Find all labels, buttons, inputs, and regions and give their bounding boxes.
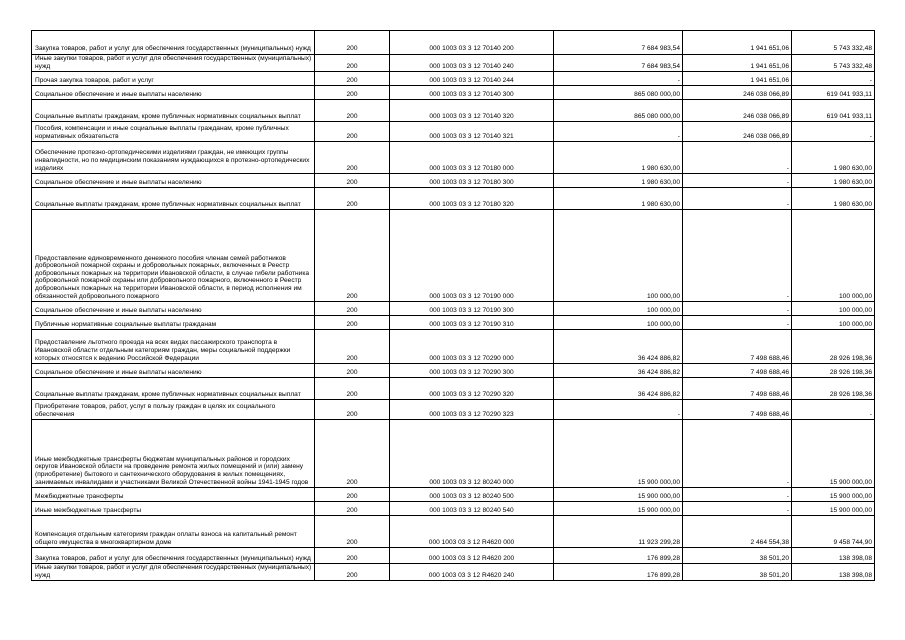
row-budget-classification-code: 000 1003 03 3 12 70290 000 <box>390 330 554 364</box>
row-unexecuted-amount: 5 743 332,48 <box>792 55 875 72</box>
row-name: Публичные нормативные социальные выплаты гражданам <box>32 316 315 330</box>
row-approved-amount: 176 899,28 <box>554 548 683 564</box>
row-name: Социальное обеспечение и иные выплаты населению <box>32 302 315 316</box>
row-budget-classification-code: 000 1003 03 3 12 80240 000 <box>390 420 554 488</box>
row-unexecuted-amount: 619 041 933,11 <box>792 86 875 100</box>
row-approved-amount: 15 900 000,00 <box>554 502 683 516</box>
row-unexecuted-amount: 9 458 744,90 <box>792 516 875 548</box>
table-row <box>32 378 875 400</box>
row-executed-amount: 7 498 688,46 <box>683 330 792 364</box>
table-row <box>32 142 875 174</box>
row-budget-classification-code: 000 1003 03 3 12 70190 000 <box>390 210 554 302</box>
row-unexecuted-amount: 15 900 000,00 <box>792 502 875 516</box>
row-budget-classification-code: 000 1003 03 3 12 R4620 240 <box>390 564 554 581</box>
budget-table-body <box>32 31 875 581</box>
row-code: 200 <box>315 174 390 188</box>
row-executed-amount: 1 941 651,06 <box>683 31 792 55</box>
row-unexecuted-amount: 15 900 000,00 <box>792 420 875 488</box>
row-unexecuted-amount: 619 041 933,11 <box>792 100 875 122</box>
row-approved-amount: 100 000,00 <box>554 302 683 316</box>
row-budget-classification-code: 000 1003 03 3 12 70140 300 <box>390 86 554 100</box>
row-name: Межбюджетные трансферты <box>32 488 315 502</box>
row-name: Иные межбюджетные трансферты бюджетам муниципальных районов и городских округов Ивановской области на проведение ремонта жилых помещений и (или) замену (приобретение) бытового и сантехнического оборудования в жилых помещениях, занимаемых инвалидами и участниками Великой Отечественной войны 1941-1945 годов <box>32 420 315 488</box>
row-approved-amount: 36 424 886,82 <box>554 364 683 378</box>
row-name: Пособия, компенсации и иные социальные выплаты гражданам, кроме публичных нормативных обязательств <box>32 122 315 142</box>
row-code: 200 <box>315 316 390 330</box>
row-executed-amount: - <box>683 142 792 174</box>
row-executed-amount: 246 038 066,89 <box>683 122 792 142</box>
row-code: 200 <box>315 378 390 400</box>
row-executed-amount: 38 501,20 <box>683 548 792 564</box>
row-unexecuted-amount: - <box>792 122 875 142</box>
row-code: 200 <box>315 55 390 72</box>
row-budget-classification-code: 000 1003 03 3 12 70190 310 <box>390 316 554 330</box>
row-budget-classification-code: 000 1003 03 3 12 70180 300 <box>390 174 554 188</box>
table-row <box>32 72 875 86</box>
row-executed-amount: - <box>683 302 792 316</box>
table-row <box>32 188 875 210</box>
row-name: Социальное обеспечение и иные выплаты населению <box>32 364 315 378</box>
row-unexecuted-amount: 100 000,00 <box>792 302 875 316</box>
row-code: 200 <box>315 564 390 581</box>
row-code: 200 <box>315 100 390 122</box>
budget-execution-report <box>31 30 874 581</box>
row-approved-amount: 100 000,00 <box>554 210 683 302</box>
row-unexecuted-amount: 1 980 630,00 <box>792 188 875 210</box>
row-approved-amount: 1 980 630,00 <box>554 142 683 174</box>
row-approved-amount: 100 000,00 <box>554 316 683 330</box>
row-unexecuted-amount: - <box>792 400 875 420</box>
row-name: Социальное обеспечение и иные выплаты населению <box>32 86 315 100</box>
row-code: 200 <box>315 302 390 316</box>
row-name: Закупка товаров, работ и услуг для обеспечения государственных (муниципальных) нужд <box>32 31 315 55</box>
row-name: Обеспечение протезно-ортопедическими изделиями граждан, не имеющих группы инвалидности, но по медицинским показаниям нуждающихся в протезно-ортопедических изделиях <box>32 142 315 174</box>
row-executed-amount: - <box>683 316 792 330</box>
row-executed-amount: - <box>683 420 792 488</box>
row-approved-amount: - <box>554 122 683 142</box>
row-approved-amount: 36 424 886,82 <box>554 330 683 364</box>
row-unexecuted-amount: 100 000,00 <box>792 210 875 302</box>
row-budget-classification-code: 000 1003 03 3 12 80240 500 <box>390 488 554 502</box>
row-executed-amount: 2 464 554,38 <box>683 516 792 548</box>
row-executed-amount: 246 038 066,89 <box>683 86 792 100</box>
table-row <box>32 516 875 548</box>
table-row <box>32 31 875 55</box>
table-row <box>32 400 875 420</box>
row-approved-amount: 865 080 000,00 <box>554 86 683 100</box>
row-executed-amount: 7 498 688,46 <box>683 364 792 378</box>
row-unexecuted-amount: 138 398,08 <box>792 548 875 564</box>
row-unexecuted-amount: 138 398,08 <box>792 564 875 581</box>
table-row <box>32 564 875 581</box>
table-row <box>32 210 875 302</box>
row-name: Социальные выплаты гражданам, кроме публичных нормативных социальных выплат <box>32 378 315 400</box>
row-approved-amount: 15 900 000,00 <box>554 488 683 502</box>
table-row <box>32 174 875 188</box>
row-name: Компенсация отдельным категориям граждан оплаты взноса на капитальный ремонт общего имущества в многоквартирном доме <box>32 516 315 548</box>
row-executed-amount: - <box>683 188 792 210</box>
row-name: Социальное обеспечение и иные выплаты населению <box>32 174 315 188</box>
table-row <box>32 86 875 100</box>
row-budget-classification-code: 000 1003 03 3 12 70140 321 <box>390 122 554 142</box>
row-executed-amount: 7 498 688,46 <box>683 378 792 400</box>
row-budget-classification-code: 000 1003 03 3 12 70190 300 <box>390 302 554 316</box>
row-code: 200 <box>315 516 390 548</box>
row-executed-amount: - <box>683 502 792 516</box>
row-name: Иные межбюджетные трансферты <box>32 502 315 516</box>
table-row <box>32 316 875 330</box>
row-name: Предоставление льготного проезда на всех видах пассажирского транспорта в Ивановской области отдельным категориям граждан, меры социальной поддержки которых относятся к ведению Российской Федерации <box>32 330 315 364</box>
row-name: Социальные выплаты гражданам, кроме публичных нормативных социальных выплат <box>32 188 315 210</box>
row-approved-amount: 36 424 886,82 <box>554 378 683 400</box>
table-row <box>32 330 875 364</box>
row-executed-amount: 1 941 651,06 <box>683 55 792 72</box>
row-budget-classification-code: 000 1003 03 3 12 70290 320 <box>390 378 554 400</box>
row-approved-amount: 176 899,28 <box>554 564 683 581</box>
row-executed-amount: - <box>683 174 792 188</box>
row-unexecuted-amount: 28 926 198,36 <box>792 364 875 378</box>
row-code: 200 <box>315 142 390 174</box>
row-budget-classification-code: 000 1003 03 3 12 70140 320 <box>390 100 554 122</box>
row-approved-amount: 865 080 000,00 <box>554 100 683 122</box>
row-unexecuted-amount: 28 926 198,36 <box>792 330 875 364</box>
row-executed-amount: 38 501,20 <box>683 564 792 581</box>
row-approved-amount: 11 923 299,28 <box>554 516 683 548</box>
row-budget-classification-code: 000 1003 03 3 12 70290 300 <box>390 364 554 378</box>
table-row <box>32 55 875 72</box>
row-name: Закупка товаров, работ и услуг для обеспечения государственных (муниципальных) нужд <box>32 548 315 564</box>
row-unexecuted-amount: 1 980 630,00 <box>792 142 875 174</box>
row-code: 200 <box>315 86 390 100</box>
row-unexecuted-amount: 15 900 000,00 <box>792 488 875 502</box>
row-code: 200 <box>315 72 390 86</box>
row-executed-amount: - <box>683 488 792 502</box>
row-approved-amount: 7 684 983,54 <box>554 55 683 72</box>
table-row <box>32 502 875 516</box>
row-code: 200 <box>315 548 390 564</box>
row-executed-amount: 246 038 066,89 <box>683 100 792 122</box>
table-row <box>32 488 875 502</box>
row-budget-classification-code: 000 1003 03 3 12 70180 320 <box>390 188 554 210</box>
table-row <box>32 548 875 564</box>
row-approved-amount: 15 900 000,00 <box>554 420 683 488</box>
row-budget-classification-code: 000 1003 03 3 12 80240 540 <box>390 502 554 516</box>
row-code: 200 <box>315 420 390 488</box>
table-row <box>32 100 875 122</box>
row-budget-classification-code: 000 1003 03 3 12 70140 200 <box>390 31 554 55</box>
row-executed-amount: - <box>683 210 792 302</box>
table-row <box>32 122 875 142</box>
budget-table <box>31 30 875 581</box>
row-budget-classification-code: 000 1003 03 3 12 70140 240 <box>390 55 554 72</box>
row-approved-amount: - <box>554 72 683 86</box>
row-name: Иные закупки товаров, работ и услуг для обеспечения государственных (муниципальных) нужд <box>32 55 315 72</box>
row-unexecuted-amount: 1 980 630,00 <box>792 174 875 188</box>
row-code: 200 <box>315 122 390 142</box>
row-code: 200 <box>315 330 390 364</box>
table-row <box>32 364 875 378</box>
row-unexecuted-amount: 100 000,00 <box>792 316 875 330</box>
row-budget-classification-code: 000 1003 03 3 12 R4620 000 <box>390 516 554 548</box>
row-name: Предоставление единовременного денежного пособия членам семей работников добровольной пожарной охраны и добровольных пожарных, включенных в Реестр добровольных пожарных на территории Ивановской области, в случае гибели работника добровольной пожарной охраны или добровольного пожарного, включенного в Реестр добровольных пожарных на территории Ивановской области, в период исполнения им обязанностей добровольного пожарного <box>32 210 315 302</box>
row-budget-classification-code: 000 1003 03 3 12 70290 323 <box>390 400 554 420</box>
row-executed-amount: 1 941 651,06 <box>683 72 792 86</box>
row-code: 200 <box>315 488 390 502</box>
row-code: 200 <box>315 31 390 55</box>
row-name: Социальные выплаты гражданам, кроме публичных нормативных социальных выплат <box>32 100 315 122</box>
row-code: 200 <box>315 400 390 420</box>
row-code: 200 <box>315 210 390 302</box>
row-code: 200 <box>315 188 390 210</box>
row-approved-amount: 1 980 630,00 <box>554 188 683 210</box>
row-name: Прочая закупка товаров, работ и услуг <box>32 72 315 86</box>
row-approved-amount: 7 684 983,54 <box>554 31 683 55</box>
table-row <box>32 420 875 488</box>
row-budget-classification-code: 000 1003 03 3 12 70180 000 <box>390 142 554 174</box>
row-unexecuted-amount: - <box>792 72 875 86</box>
row-executed-amount: 7 498 688,46 <box>683 400 792 420</box>
row-budget-classification-code: 000 1003 03 3 12 R4620 200 <box>390 548 554 564</box>
row-code: 200 <box>315 364 390 378</box>
table-row <box>32 302 875 316</box>
row-code: 200 <box>315 502 390 516</box>
row-unexecuted-amount: 5 743 332,48 <box>792 31 875 55</box>
row-approved-amount: 1 980 630,00 <box>554 174 683 188</box>
row-name: Приобретение товаров, работ, услуг в пользу граждан в целях их социального обеспечения <box>32 400 315 420</box>
row-approved-amount: - <box>554 400 683 420</box>
row-name: Иные закупки товаров, работ и услуг для обеспечения государственных (муниципальных) нужд <box>32 564 315 581</box>
row-budget-classification-code: 000 1003 03 3 12 70140 244 <box>390 72 554 86</box>
row-unexecuted-amount: 28 926 198,36 <box>792 378 875 400</box>
